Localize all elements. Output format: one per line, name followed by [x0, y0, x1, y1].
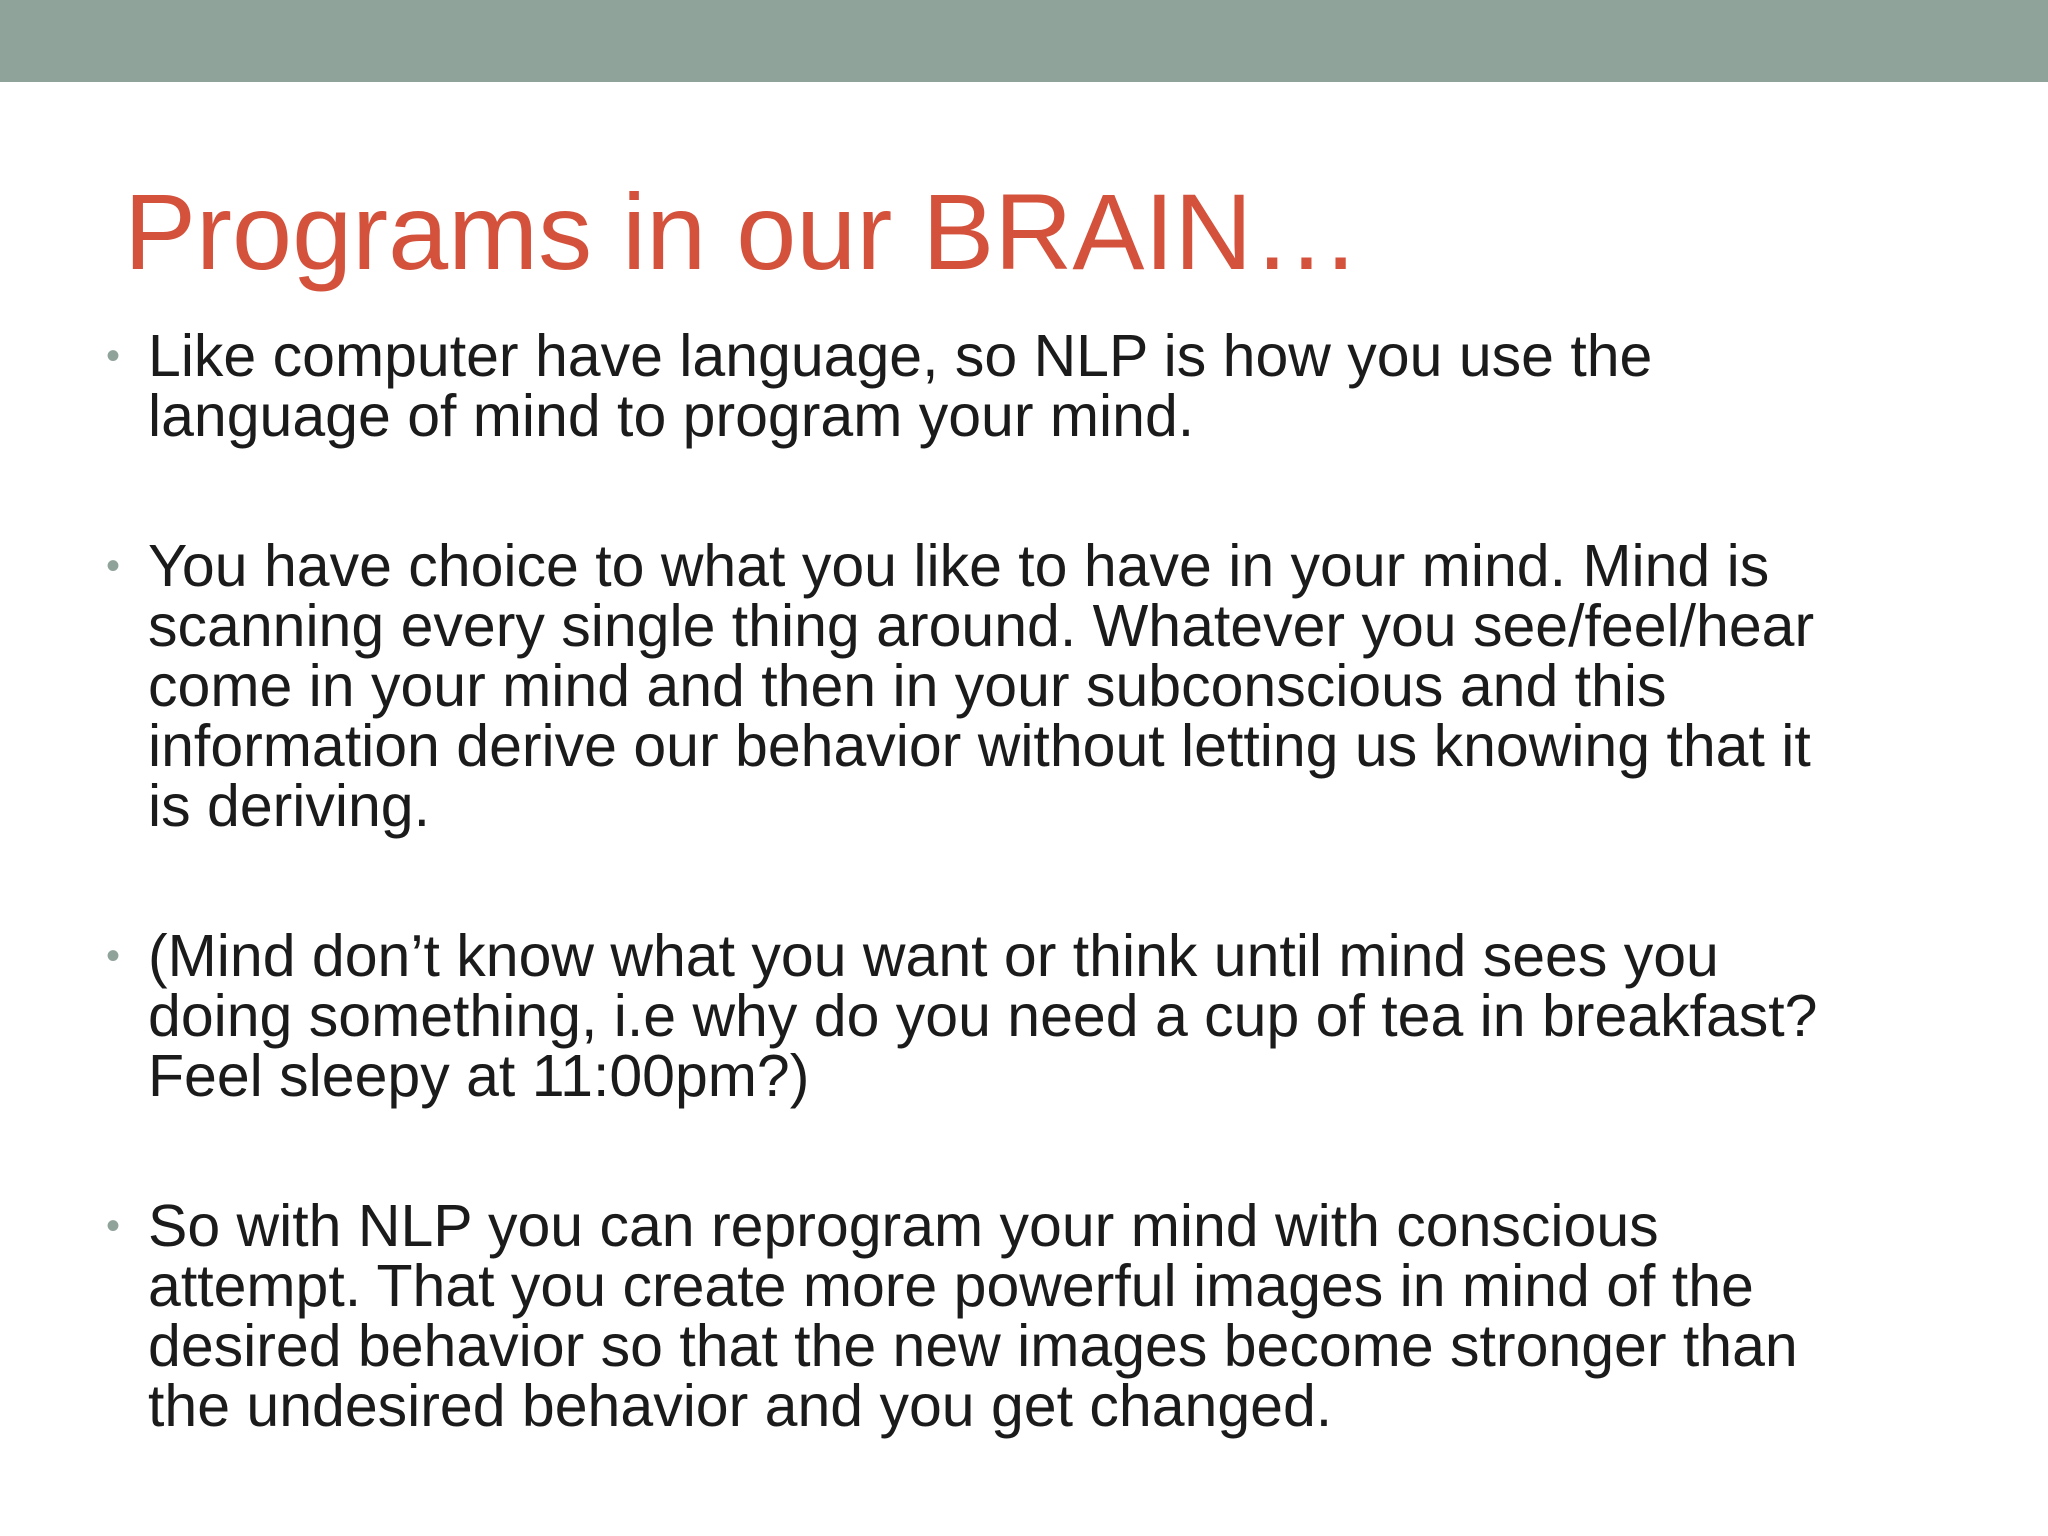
bullet-item — [104, 533, 2004, 839]
bullet-line: attempt. That you create more powerful images in mind of the — [148, 1253, 1754, 1319]
bullet-line: So with NLP you can reprogram your mind with conscious — [148, 1193, 1659, 1259]
top-accent-bar — [0, 0, 2048, 82]
bullet-item — [104, 923, 2004, 1109]
bullet-dot-icon: • — [106, 1204, 121, 1248]
bullet-line: come in your mind and then in your subconscious and this — [148, 653, 1667, 719]
bullet-line: information derive our behavior without letting us knowing that it — [148, 713, 1811, 779]
bullet-list — [104, 323, 2004, 1439]
bullet-line: desired behavior so that the new images become stronger than — [148, 1313, 1798, 1379]
bullet-dot-icon: • — [106, 934, 121, 978]
bullet-line: doing something, i.e why do you need a cup of tea in breakfast? — [148, 983, 1818, 1049]
bullet-line: the undesired behavior and you get changed. — [148, 1373, 1333, 1439]
bullet-line: scanning every single thing around. Whatever you see/feel/hear — [148, 593, 1815, 659]
bullet-dot-icon: • — [106, 334, 121, 378]
bullet-item — [104, 323, 2004, 449]
slide-title: Programs in our BRAIN… — [124, 171, 1361, 292]
bullet-line: You have choice to what you like to have in your mind. Mind is — [148, 533, 1770, 599]
bullet-line: language of mind to program your mind. — [148, 383, 1195, 449]
bullet-item — [104, 1193, 2004, 1439]
bullet-line: is deriving. — [148, 773, 431, 839]
bullet-line: Like computer have language, so NLP is how you use the — [148, 323, 1653, 389]
bullet-dot-icon: • — [106, 544, 121, 588]
bullet-line: Feel sleepy at 11:00pm?) — [148, 1043, 810, 1109]
bullet-line: (Mind don’t know what you want or think until mind sees you — [148, 923, 1719, 989]
